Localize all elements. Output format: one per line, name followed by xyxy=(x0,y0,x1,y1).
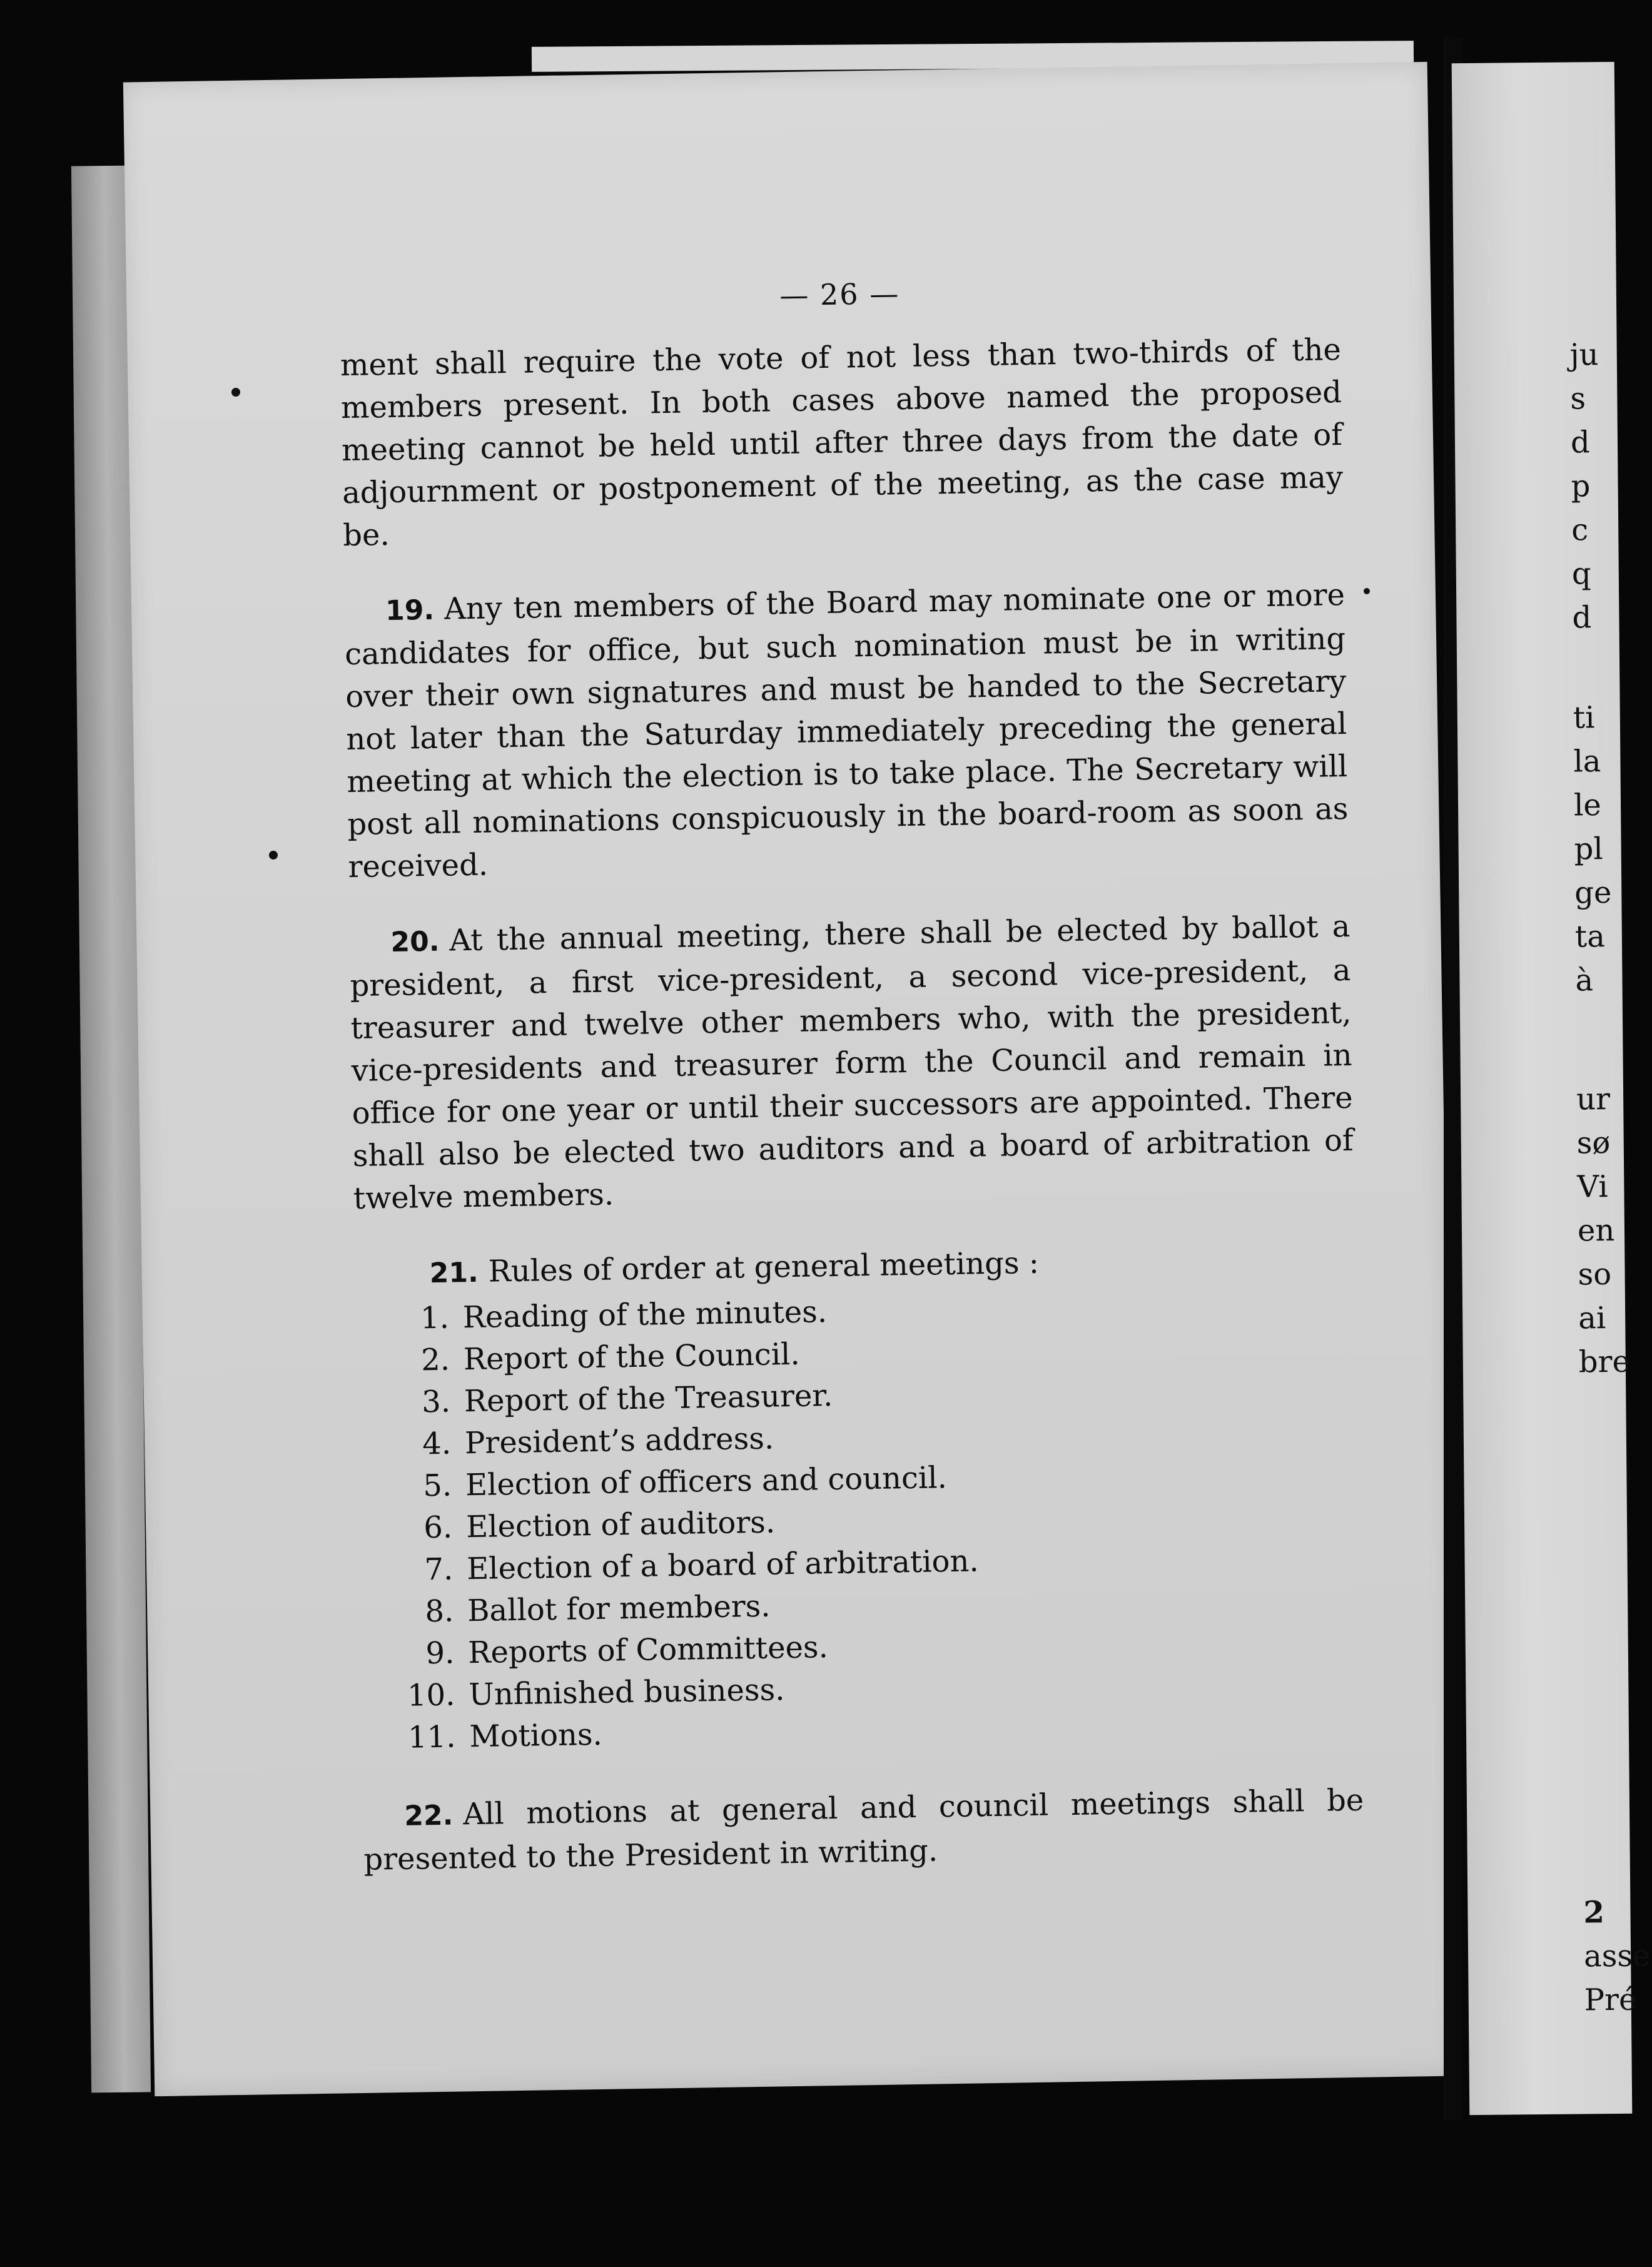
list-item-text: Reading of the minutes. xyxy=(462,1294,828,1336)
text-fragment: la xyxy=(1573,744,1601,779)
list-item-text: Ballot for members. xyxy=(467,1588,771,1629)
list-item-number: 4. xyxy=(422,1426,452,1462)
text-fragment: ta xyxy=(1574,919,1606,955)
text-fragment: d xyxy=(1570,425,1590,460)
text-fragment: à xyxy=(1575,963,1594,998)
text-fragment: c xyxy=(1571,512,1589,548)
rules-of-order-list xyxy=(355,1283,1362,1760)
text-fragment: en xyxy=(1577,1212,1615,1249)
text-fragment: 2 xyxy=(1583,1895,1605,1930)
paragraph-22 xyxy=(363,1779,1365,1881)
page-number: — 26 — xyxy=(779,276,900,313)
list-item-number: 6. xyxy=(423,1509,453,1546)
text-fragment: Vi xyxy=(1577,1169,1608,1205)
list-item-number: 8. xyxy=(425,1593,454,1630)
scan-speck xyxy=(1364,588,1370,594)
text-fragment: ai xyxy=(1578,1301,1606,1336)
text-fragment: ju xyxy=(1569,337,1599,373)
list-item-number: 10. xyxy=(407,1677,455,1713)
paragraph-continuation: ment shall require the vote of not less than two-thirds of the members present. In both cases above named the proposed meeting cannot be held until after three days from the date of adjournment or postponement of the meeting, as the case may be. xyxy=(340,332,1344,554)
list-item-text: Reports of Committees. xyxy=(467,1630,829,1671)
page-content xyxy=(339,270,1366,1914)
text-fragment: q xyxy=(1571,556,1591,592)
text-fragment: sø xyxy=(1576,1125,1611,1161)
paragraph-number: 22. xyxy=(404,1799,454,1832)
list-item-text: Election of officers and council. xyxy=(465,1460,948,1503)
text-fragment: pl xyxy=(1574,831,1603,867)
list-item-text: Report of the Council. xyxy=(463,1336,801,1377)
facing-page-fragment xyxy=(1452,62,1651,2115)
paragraph-number: 19. xyxy=(385,594,435,627)
scan-speck xyxy=(269,851,278,860)
list-item-text: Election of a board of arbitration. xyxy=(466,1543,980,1587)
text-fragment: s xyxy=(1570,381,1586,417)
text-fragment: so xyxy=(1578,1257,1612,1292)
paragraph-number: 20. xyxy=(390,925,440,959)
list-item-number: 2. xyxy=(420,1342,450,1378)
list-item-text: Unfinished business. xyxy=(468,1672,785,1713)
list-item-number: 1. xyxy=(420,1300,450,1336)
list-item-text: Election of auditors. xyxy=(465,1504,776,1545)
text-fragment: bre xyxy=(1578,1344,1631,1380)
list-item-number: 11. xyxy=(407,1719,456,1755)
scan-speck xyxy=(231,388,240,397)
list-item-number: 3. xyxy=(421,1384,451,1420)
list-item-number: 5. xyxy=(422,1468,452,1504)
list-item-text: Motions. xyxy=(469,1717,603,1755)
paragraph-text: All motions at general and council meetings shall be presented to the President in writing. xyxy=(363,1782,1364,1877)
paragraph-text: Rules of order at general meetings : xyxy=(488,1245,1040,1289)
list-item-text: President’s address. xyxy=(464,1421,774,1461)
text-fragment: ur xyxy=(1576,1082,1611,1117)
paragraph-20 xyxy=(349,905,1354,1220)
text-fragment: Pré xyxy=(1584,1982,1637,2018)
paragraph-number: 21. xyxy=(429,1256,479,1290)
paragraph-text: Any ten members of the Board may nominate one or more candidates for office, but such nomination must be in writing over their own signatures and must be handed to the Secretary not later than the Saturday immediately preceding the general meeting at which the election is to take place. The Secretary will post all nominations conspicuously in the board-room as soon as received. xyxy=(344,577,1349,885)
list-item-number: 9. xyxy=(425,1635,455,1671)
text-fragment: ti xyxy=(1573,700,1595,736)
paragraph-19 xyxy=(344,574,1349,888)
text-fragment: ge xyxy=(1574,875,1612,911)
text-fragment: asse xyxy=(1583,1938,1651,1974)
paragraph-text: At the annual meeting, there shall be elected by ballot a president, a first vice-president, a second vice-president, a treasurer and twelve other members who, with the president, vice-presidents and treasurer form the Council and remain in office for one year or until their successors are appointed. There shall also be elected two auditors and a board of arbitration of twelve members. xyxy=(350,908,1354,1217)
text-fragment: p xyxy=(1571,469,1591,504)
document-page xyxy=(123,62,1459,2096)
list-item-number: 7. xyxy=(424,1551,454,1588)
text-fragment: d xyxy=(1572,600,1592,636)
text-fragment: le xyxy=(1573,788,1602,823)
list-item-text: Report of the Treasurer. xyxy=(464,1378,833,1419)
